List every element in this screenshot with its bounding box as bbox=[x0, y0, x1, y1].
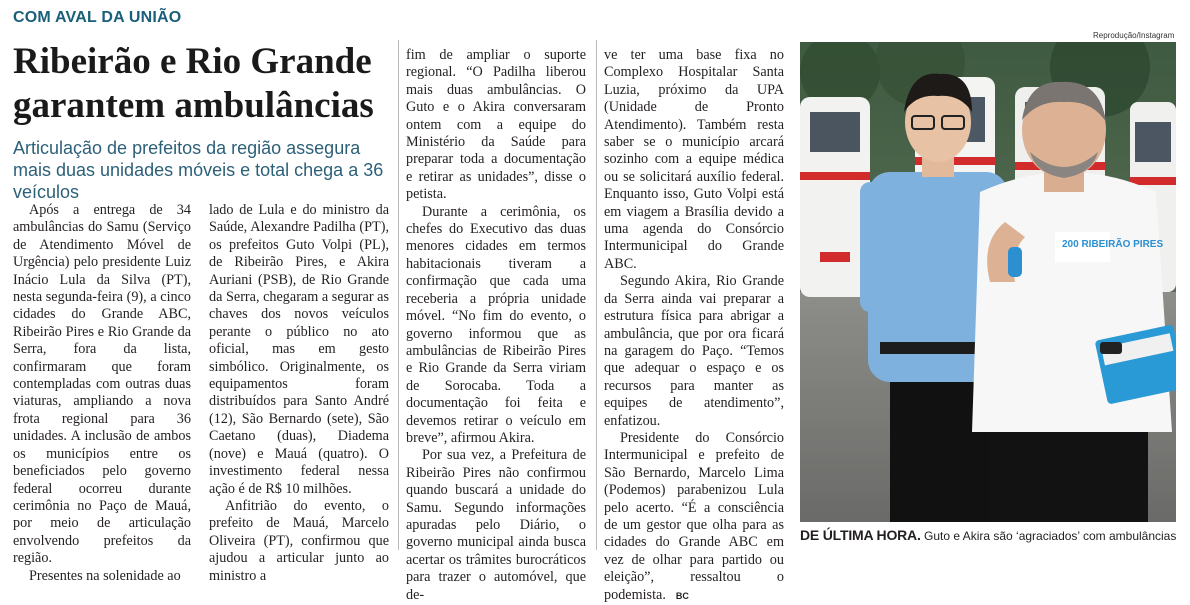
article-column-4 bbox=[604, 47, 784, 605]
photo-caption bbox=[800, 527, 1180, 544]
headline: Ribeirão e Rio Grande garantem ambulâncias bbox=[13, 41, 374, 126]
paragraph bbox=[604, 430, 784, 605]
article-column-1 bbox=[13, 202, 191, 585]
news-photo bbox=[800, 42, 1176, 522]
paragraph: lado de Lula e do ministro da Saúde, Alexandre Padilha (PT), os prefeitos Guto Volpi (PL), de Ribeirão Pires, e Akira Auriani (PSB), de Rio Grande da Serra, chegaram a segurar as chaves dos novos veículos perante o público no ato oficial, mas em gesto simbólico. Originalmente, os equipamentos foram distribuídos para Santo André (12), São Bernardo (sete), São Caetano (duas), Diadema (nove) e Mauá (quatro). O investimento federal nessa ação é de R$ 10 milhões. bbox=[209, 202, 389, 497]
author-signature: BC bbox=[675, 590, 689, 601]
column-rule bbox=[596, 40, 597, 550]
paragraph: Por sua vez, a Prefeitura de Ribeirão Pires não confirmou quando buscará a unidade do Samu. Segundo informações apuradas pelo Diário, o governo municipal ainda busca acertar os trâmites burocráticos para trazer o automóvel, que de- bbox=[406, 447, 586, 603]
paragraph: fim de ampliar o suporte regional. “O Padilha liberou mais duas ambulâncias. O Guto e o Akira conversaram ontem com a equipe do Ministério da Saúde para preparar toda a documentação e retirar as unidades”, disse o petista. bbox=[406, 47, 586, 203]
subheadline: Articulação de prefeitos da região assegura mais duas unidades móveis e total chega a 36 veículos bbox=[13, 138, 384, 202]
caption-lead: DE ÚLTIMA HORA. bbox=[800, 527, 921, 543]
paragraph: Presentes na solenidade ao bbox=[29, 567, 181, 584]
paragraph: Durante a cerimônia, os chefes do Executivo das duas menores cidades em termos habitacionais tiveram a confirmação que cada uma receberia a própria unidade móvel. “No fim do evento, o governo informou que as ambulâncias de Ribeirão Pires e Rio Grande da Serra viriam de Sorocaba. Toda a documentação foi feita e devemos retirar o veículo em breve”, afirmou Akira. bbox=[406, 203, 586, 446]
shirt-logo: 200 RIBEIRÃO PIRES bbox=[1062, 239, 1164, 250]
photo-credit: Reprodução/Instagram bbox=[1093, 31, 1175, 40]
kicker: COM AVAL DA UNIÃO bbox=[13, 9, 182, 26]
paragraph: Anfitrião do evento, o prefeito de Mauá, Marcelo Oliveira (PT), confirmou que ajudou a articular junto ao ministro a bbox=[209, 497, 389, 584]
caption-text: Guto e Akira são ‘agraciados’ com ambulâncias bbox=[920, 529, 1177, 543]
photo-illustration bbox=[800, 42, 1176, 522]
paragraph: Após a entrega de 34 ambulâncias do Samu (Serviço de Atendimento Móvel de Urgência) pelo presidente Luiz Inácio Lula da Silva (PT), nesta segunda-feira (9), a cinco cidades do Grande ABC, Ribeirão Pires e Rio Grande da Serra, fora da lista, confirmaram que foram contempladas com outras duas viaturas, ampliando a nova frota regional para 36 unidades. A inclusão de ambos os municípios entre os beneficiados pelo governo federal ocorreu durante cerimônia no Paço de Mauá, por meio de articulação envolvendo prefeitos da região. bbox=[13, 202, 191, 567]
paragraph: ve ter uma base fixa no Complexo Hospitalar Santa Luzia, próximo da UPA (Unidade de Pronto Atendimento). Também resta saber se o município arcará sozinho com a equipe médica ou se solicitará auxílio federal. Enquanto isso, Guto Volpi está em viagem a Brasília devido a uma agenda do Consórcio Intermunicipal do Grande ABC. bbox=[604, 47, 784, 272]
article-column-2 bbox=[209, 202, 389, 585]
paragraph-text: Presidente do Consórcio Intermunicipal e prefeito de São Bernardo, Marcelo Lima (Podemos) parabenizou Lula pelo acerto. “É a consciência de um gestor que olha para as cidades do Grande ABC em vez de olhar para partido ou eleição”, ressaltou o podemista. bbox=[604, 429, 784, 603]
column-rule bbox=[398, 40, 399, 550]
paragraph: Segundo Akira, Rio Grande da Serra ainda vai preparar a estrutura física para abrigar a ambulância, que por ora ficará na garagem do Paço. “Temos que adequar o espaço e os recursos para manter as equipes de atendimento”, enfatizou. bbox=[604, 273, 784, 429]
article-column-3 bbox=[406, 47, 586, 604]
